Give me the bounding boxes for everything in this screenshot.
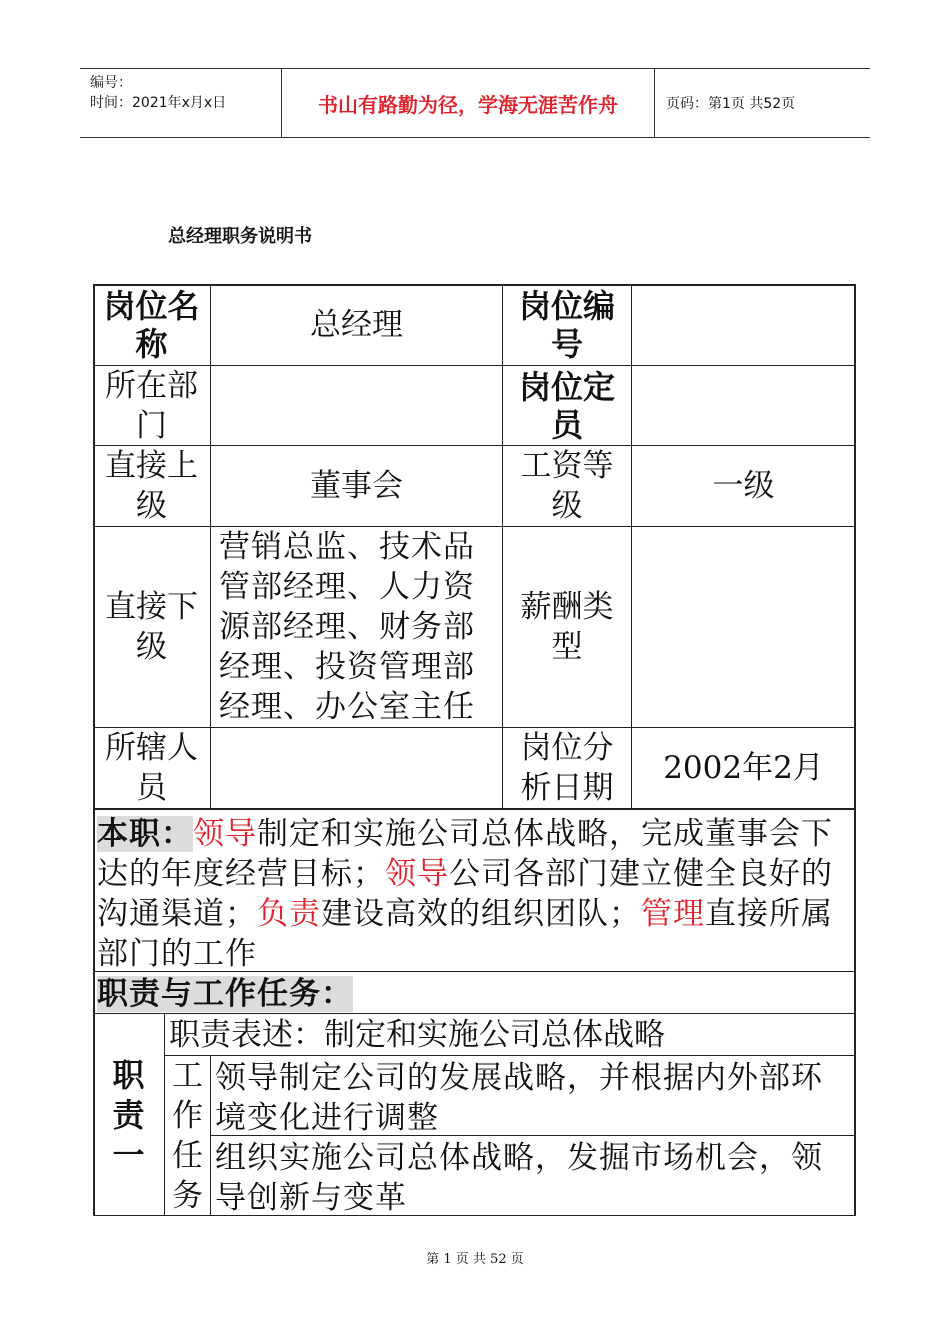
staff-label: 所辖人员 bbox=[93, 728, 211, 809]
dept-label: 所在部门 bbox=[93, 366, 211, 446]
analysis-date-label: 岗位分析日期 bbox=[503, 728, 632, 809]
dept-value bbox=[211, 366, 503, 446]
salary-type-value bbox=[632, 527, 856, 728]
subordinate-value: 营销总监、技术品管部经理、人力资源部经理、财务部经理、投资管理部经理、办公室主任 bbox=[211, 527, 503, 728]
task-label: 工作任务 bbox=[165, 1056, 211, 1216]
staff-value bbox=[211, 728, 503, 809]
quota-value bbox=[632, 366, 856, 446]
duty-highlight: 负责 bbox=[257, 896, 321, 932]
post-code-value bbox=[632, 284, 856, 366]
post-name-value: 总经理 bbox=[211, 284, 503, 366]
duty-text bbox=[97, 816, 833, 972]
analysis-date-value: 2002年2月 bbox=[632, 728, 856, 809]
number-label: 编号： bbox=[90, 75, 132, 91]
superior-value: 董事会 bbox=[211, 446, 503, 527]
task-item-2: 组织实施公司总体战略，发掘市场机会，领导创新与变革 bbox=[211, 1136, 856, 1216]
superior-label: 直接上级 bbox=[93, 446, 211, 527]
duty-one-statement: 职责表述：制定和实施公司总体战略 bbox=[165, 1014, 856, 1056]
quota-label: 岗位定员 bbox=[503, 366, 632, 446]
salary-grade-value: 一级 bbox=[632, 446, 856, 527]
post-name-label: 岗位名称 bbox=[93, 284, 211, 366]
duty-summary bbox=[93, 809, 856, 972]
duty-text-segment: 建设高效的组织团队； bbox=[321, 896, 641, 932]
header-motto: 书山有路勤为径，学海无涯苦作舟 bbox=[282, 69, 655, 137]
tasks-heading: 职责与工作任务： bbox=[97, 976, 353, 1012]
header-meta bbox=[80, 69, 282, 137]
duty-label: 本职： bbox=[97, 816, 193, 852]
duty-highlight: 领导 bbox=[193, 816, 257, 852]
time-label: 时间：2021年x月x日 bbox=[90, 95, 227, 111]
duty-text-segment: 制定和实施公司总体战略，完成董事会下达的年度经营目标； bbox=[97, 816, 833, 892]
salary-grade-label: 工资等级 bbox=[503, 446, 632, 527]
post-code-label: 岗位编号 bbox=[503, 284, 632, 366]
duty-highlight: 领导 bbox=[385, 856, 449, 892]
document-title: 总经理职务说明书 bbox=[168, 226, 312, 247]
header-page-info: 页码：第1页 共52页 bbox=[666, 96, 796, 112]
duty-highlight: 管理 bbox=[641, 896, 705, 932]
salary-type-label: 薪酬类型 bbox=[503, 527, 632, 728]
task-item-1: 领导制定公司的发展战略，并根据内外部环境变化进行调整 bbox=[211, 1056, 856, 1136]
page-header bbox=[80, 68, 870, 138]
duty-text-segment: 公司各部门建立健全良好的沟通渠道； bbox=[97, 856, 833, 932]
page-footer: 第 1 页 共 52 页 bbox=[426, 1252, 524, 1267]
duty-one-label: 职责一 bbox=[93, 1014, 165, 1216]
subordinate-label: 直接下级 bbox=[93, 527, 211, 728]
duty-text-segment: 直接所属部门的工作 bbox=[97, 896, 833, 972]
tasks-heading-row bbox=[93, 972, 856, 1014]
